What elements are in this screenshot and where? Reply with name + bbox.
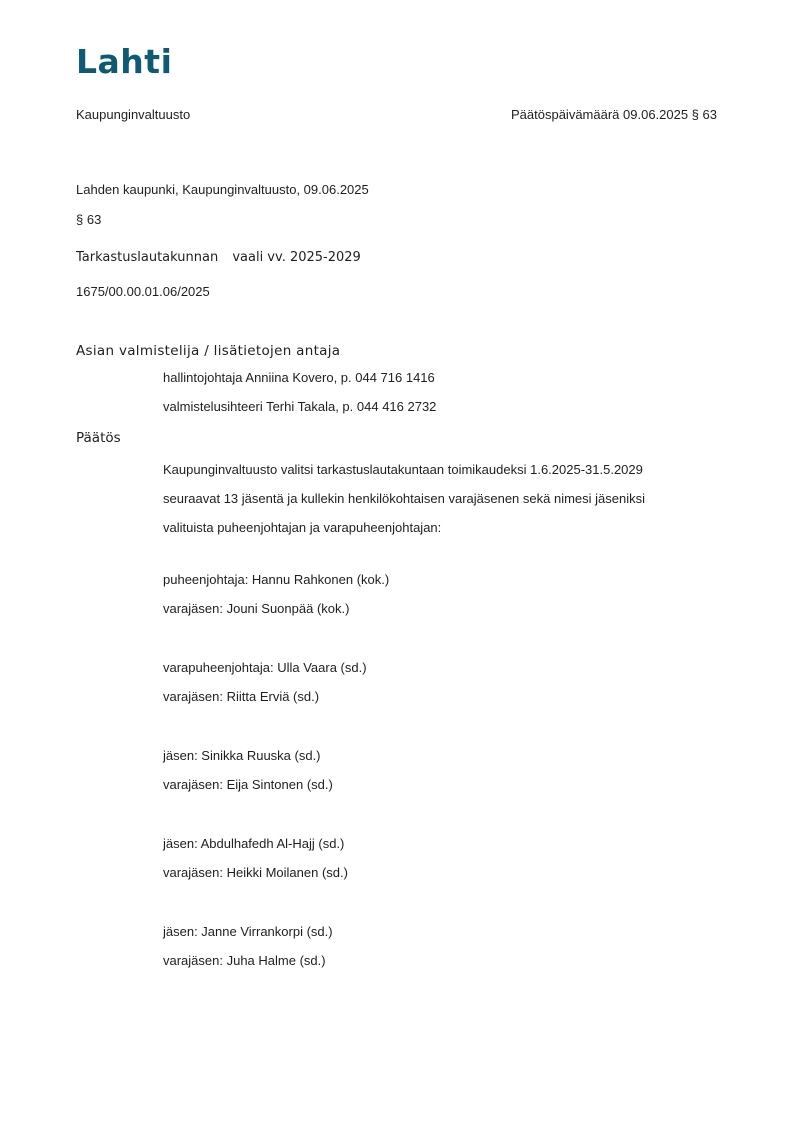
preparation-heading: Asian valmistelija / lisätietojen antaja (76, 343, 341, 359)
decision-date-reference: Päätöspäivämäärä 09.06.2025 § 63 (511, 107, 717, 122)
department-name: Kaupunginvaltuusto (76, 107, 191, 122)
contact-line: valmistelusihteeri Terhi Takala, p. 044 416 2732 (163, 399, 437, 414)
member-role: varapuheenjohtaja: Ulla Vaara (sd.) (163, 660, 367, 675)
contact-line: hallintojohtaja Anniina Kovero, p. 044 716 1416 (163, 370, 435, 385)
member-deputy: varajäsen: Riitta Erviä (sd.) (163, 689, 320, 704)
member-role: jäsen: Sinikka Ruuska (sd.) (163, 748, 321, 763)
member-deputy: varajäsen: Juha Halme (sd.) (163, 953, 326, 968)
meeting-title: Lahden kaupunki, Kaupunginvaltuusto, 09.06.2025 (76, 182, 369, 197)
member-role: jäsen: Janne Virrankorpi (sd.) (163, 924, 333, 939)
subject-title (76, 249, 361, 267)
paragraph-line: seuraavat 13 jäsentä ja kullekin henkilökohtaisen varajäsenen sekä nimesi jäseniksi (163, 491, 646, 506)
member-deputy: varajäsen: Heikki Moilanen (sd.) (163, 865, 348, 880)
subject-part-1: Tarkastuslautakunnan (76, 250, 219, 265)
member-deputy: varajäsen: Eija Sintonen (sd.) (163, 777, 333, 792)
diary-number: 1675/00.00.01.06/2025 (76, 284, 210, 299)
member-role: puheenjohtaja: Hannu Rahkonen (kok.) (163, 572, 390, 587)
decision-heading: Päätös (76, 430, 121, 446)
section-number: § 63 (76, 212, 102, 227)
member-role: jäsen: Abdulhafedh Al-Hajj (sd.) (163, 836, 345, 851)
paragraph-line: valituista puheenjohtajan ja varapuheenjohtajan: (163, 520, 442, 535)
decision-paragraph (163, 455, 723, 542)
subject-part-2: vaali vv. 2025-2029 (232, 250, 361, 265)
paragraph-line: Kaupunginvaltuusto valitsi tarkastuslautakuntaan toimikaudeksi 1.6.2025-31.5.2029 (163, 462, 643, 477)
member-deputy: varajäsen: Jouni Suonpää (kok.) (163, 601, 350, 616)
lahti-logo: Lahti (76, 42, 173, 81)
